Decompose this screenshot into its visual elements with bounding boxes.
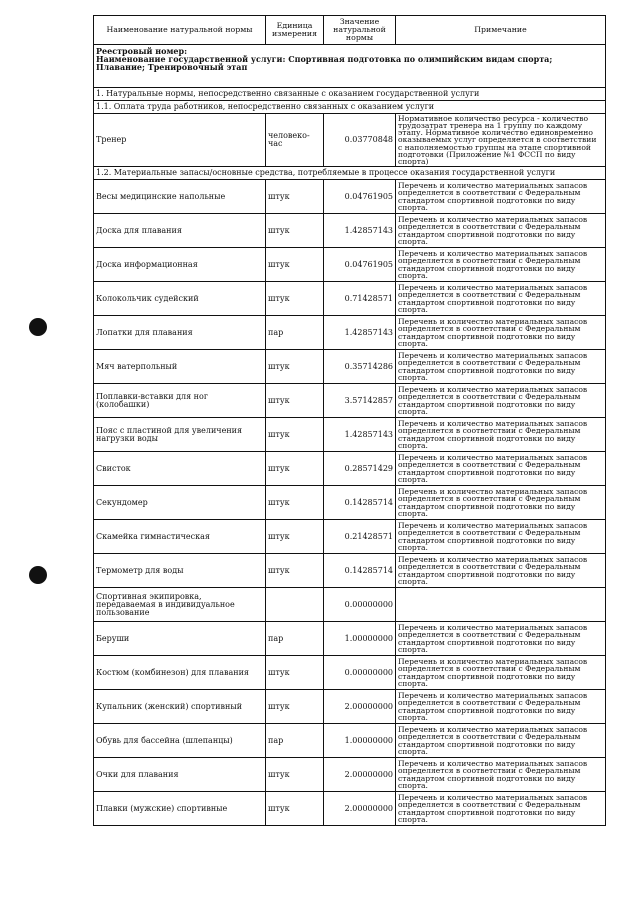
table-row [94,486,606,520]
row-value: 0.03770848 [324,114,396,167]
row-unit: пар [266,724,324,758]
row-unit: пар [266,622,324,656]
row-value: 1.00000000 [324,622,396,656]
header-note: Примечание [396,16,606,45]
header-unit: Единица измерения [266,16,324,45]
row-unit: штук [266,384,324,418]
table-row [94,588,606,622]
row-note: Перечень и количество материальных запасов определяется в соответствии с Федеральным стандартом спортивной подготовки по виду спорта. [396,792,606,826]
table-row [94,656,606,690]
table-header-row [94,16,606,45]
section-1-1-title: 1.1. Оплата труда работников, непосредственно связанных с оказанием услуги [94,101,606,114]
row-note: Перечень и количество материальных запасов определяется в соответствии с Федеральным стандартом спортивной подготовки по виду спорта. [396,724,606,758]
row-note: Перечень и количество материальных запасов определяется в соответствии с Федеральным стандартом спортивной подготовки по виду спорта. [396,384,606,418]
norms-table [93,15,606,826]
row-name: Обувь для бассейна (шлепанцы) [94,724,266,758]
section-1-2-title: 1.2. Материальные запасы/основные средства, потребляемые в процессе оказания государственной услуги [94,167,606,180]
row-value: 0.14285714 [324,554,396,588]
row-unit: штук [266,180,324,214]
binder-hole-top [29,318,47,336]
row-unit: штук [266,554,324,588]
row-name: Спортивная экипировка, передаваемая в индивидуальное пользование [94,588,266,622]
row-unit: штук [266,792,324,826]
row-value: 0.00000000 [324,588,396,622]
row-note: Перечень и количество материальных запасов определяется в соответствии с Федеральным стандартом спортивной подготовки по виду спорта. [396,554,606,588]
row-value: 0.04761905 [324,180,396,214]
row-unit: штук [266,758,324,792]
row-name: Лопатки для плавания [94,316,266,350]
row-value: 1.42857143 [324,418,396,452]
row-name: Поплавки-вставки для ног (колобашки) [94,384,266,418]
table-row [94,214,606,248]
section-row [94,88,606,101]
table-row [94,622,606,656]
row-value: 2.00000000 [324,792,396,826]
row-name: Тренер [94,114,266,167]
row-note: Перечень и количество материальных запасов определяется в соответствии с Федеральным стандартом спортивной подготовки по виду спорта. [396,758,606,792]
row-unit: штук [266,248,324,282]
row-name: Секундомер [94,486,266,520]
table-row [94,180,606,214]
binder-hole-bottom [29,566,47,584]
row-unit: штук [266,690,324,724]
row-unit: штук [266,282,324,316]
row-value: 1.00000000 [324,724,396,758]
row-value: 0.28571429 [324,452,396,486]
table-row [94,384,606,418]
row-note: Перечень и количество материальных запасов определяется в соответствии с Федеральным стандартом спортивной подготовки по виду спорта. [396,282,606,316]
row-note: Перечень и количество материальных запасов определяется в соответствии с Федеральным стандартом спортивной подготовки по виду спорта. [396,452,606,486]
row-unit: штук [266,486,324,520]
table-row [94,316,606,350]
row-name: Беруши [94,622,266,656]
row-name: Плавки (мужские) спортивные [94,792,266,826]
table-row [94,758,606,792]
row-note: Перечень и количество материальных запасов определяется в соответствии с Федеральным стандартом спортивной подготовки по виду спорта. [396,622,606,656]
table-row [94,520,606,554]
row-name: Мяч ватерпольный [94,350,266,384]
row-note: Перечень и количество материальных запасов определяется в соответствии с Федеральным стандартом спортивной подготовки по виду спорта. [396,248,606,282]
table-row [94,350,606,384]
row-unit: штук [266,418,324,452]
table-row [94,452,606,486]
row-unit: пар [266,316,324,350]
row-value: 1.42857143 [324,214,396,248]
row-note: Нормативное количество ресурса - количество трудозатрат тренера на 1 группу по каждому этапу. Нормативное количество единовременно оказываемых услуг определяется в соответствии с наполняемостью группы на этапе спортивной подготовки (Приложение №1 ФССП по виду спорта) [396,114,606,167]
header-name: Наименование натуральной нормы [94,16,266,45]
row-value: 2.00000000 [324,758,396,792]
table-row [94,690,606,724]
row-unit: человеко-час [266,114,324,167]
row-value: 1.42857143 [324,316,396,350]
row-note: Перечень и количество материальных запасов определяется в соответствии с Федеральным стандартом спортивной подготовки по виду спорта. [396,350,606,384]
row-name: Пояс с пластиной для увеличения нагрузки воды [94,418,266,452]
section-1-title: 1. Натуральные нормы, непосредственно связанные с оказанием государственной услуги [94,88,606,101]
row-name: Скамейка гимнастическая [94,520,266,554]
row-value: 0.21428571 [324,520,396,554]
subsection-row [94,167,606,180]
row-value: 0.04761905 [324,248,396,282]
row-name: Купальник (женский) спортивный [94,690,266,724]
row-name: Термометр для воды [94,554,266,588]
row-unit: штук [266,656,324,690]
row-unit: штук [266,520,324,554]
row-unit: штук [266,214,324,248]
header-value: Значение натуральной нормы [324,16,396,45]
row-note: Перечень и количество материальных запасов определяется в соответствии с Федеральным стандартом спортивной подготовки по виду спорта. [396,690,606,724]
row-value: 0.14285714 [324,486,396,520]
row-value: 3.57142857 [324,384,396,418]
row-unit: штук [266,452,324,486]
row-note [396,588,606,622]
subsection-row [94,101,606,114]
row-name: Доска информационная [94,248,266,282]
row-value: 0.35714286 [324,350,396,384]
row-unit: штук [266,350,324,384]
row-note: Перечень и количество материальных запасов определяется в соответствии с Федеральным стандартом спортивной подготовки по виду спорта. [396,316,606,350]
row-value: 0.71428571 [324,282,396,316]
service-info [94,45,606,88]
row-note: Перечень и количество материальных запасов определяется в соответствии с Федеральным стандартом спортивной подготовки по виду спорта. [396,656,606,690]
table-row [94,114,606,167]
table-row [94,724,606,758]
row-note: Перечень и количество материальных запасов определяется в соответствии с Федеральным стандартом спортивной подготовки по виду спорта. [396,486,606,520]
service-info-row [94,45,606,88]
row-name: Весы медицинские напольные [94,180,266,214]
row-value: 2.00000000 [324,690,396,724]
row-note: Перечень и количество материальных запасов определяется в соответствии с Федеральным стандартом спортивной подготовки по виду спорта. [396,520,606,554]
row-value: 0.00000000 [324,656,396,690]
row-note: Перечень и количество материальных запасов определяется в соответствии с Федеральным стандартом спортивной подготовки по виду спорта. [396,180,606,214]
row-name: Очки для плавания [94,758,266,792]
service-name: Наименование государственной услуги: Спортивная подготовка по олимпийским видам спорта; Плавание; Тренировочный этап [96,54,553,72]
row-name: Костюм (комбинезон) для плавания [94,656,266,690]
registry-number-label: Реестровый номер: [96,46,188,56]
row-name: Колокольчик судейский [94,282,266,316]
table-row [94,248,606,282]
table-row [94,418,606,452]
row-name: Свисток [94,452,266,486]
table-row [94,282,606,316]
row-note: Перечень и количество материальных запасов определяется в соответствии с Федеральным стандартом спортивной подготовки по виду спорта. [396,418,606,452]
row-unit [266,588,324,622]
table-row [94,792,606,826]
table-row [94,554,606,588]
row-name: Доска для плавания [94,214,266,248]
row-note: Перечень и количество материальных запасов определяется в соответствии с Федеральным стандартом спортивной подготовки по виду спорта. [396,214,606,248]
